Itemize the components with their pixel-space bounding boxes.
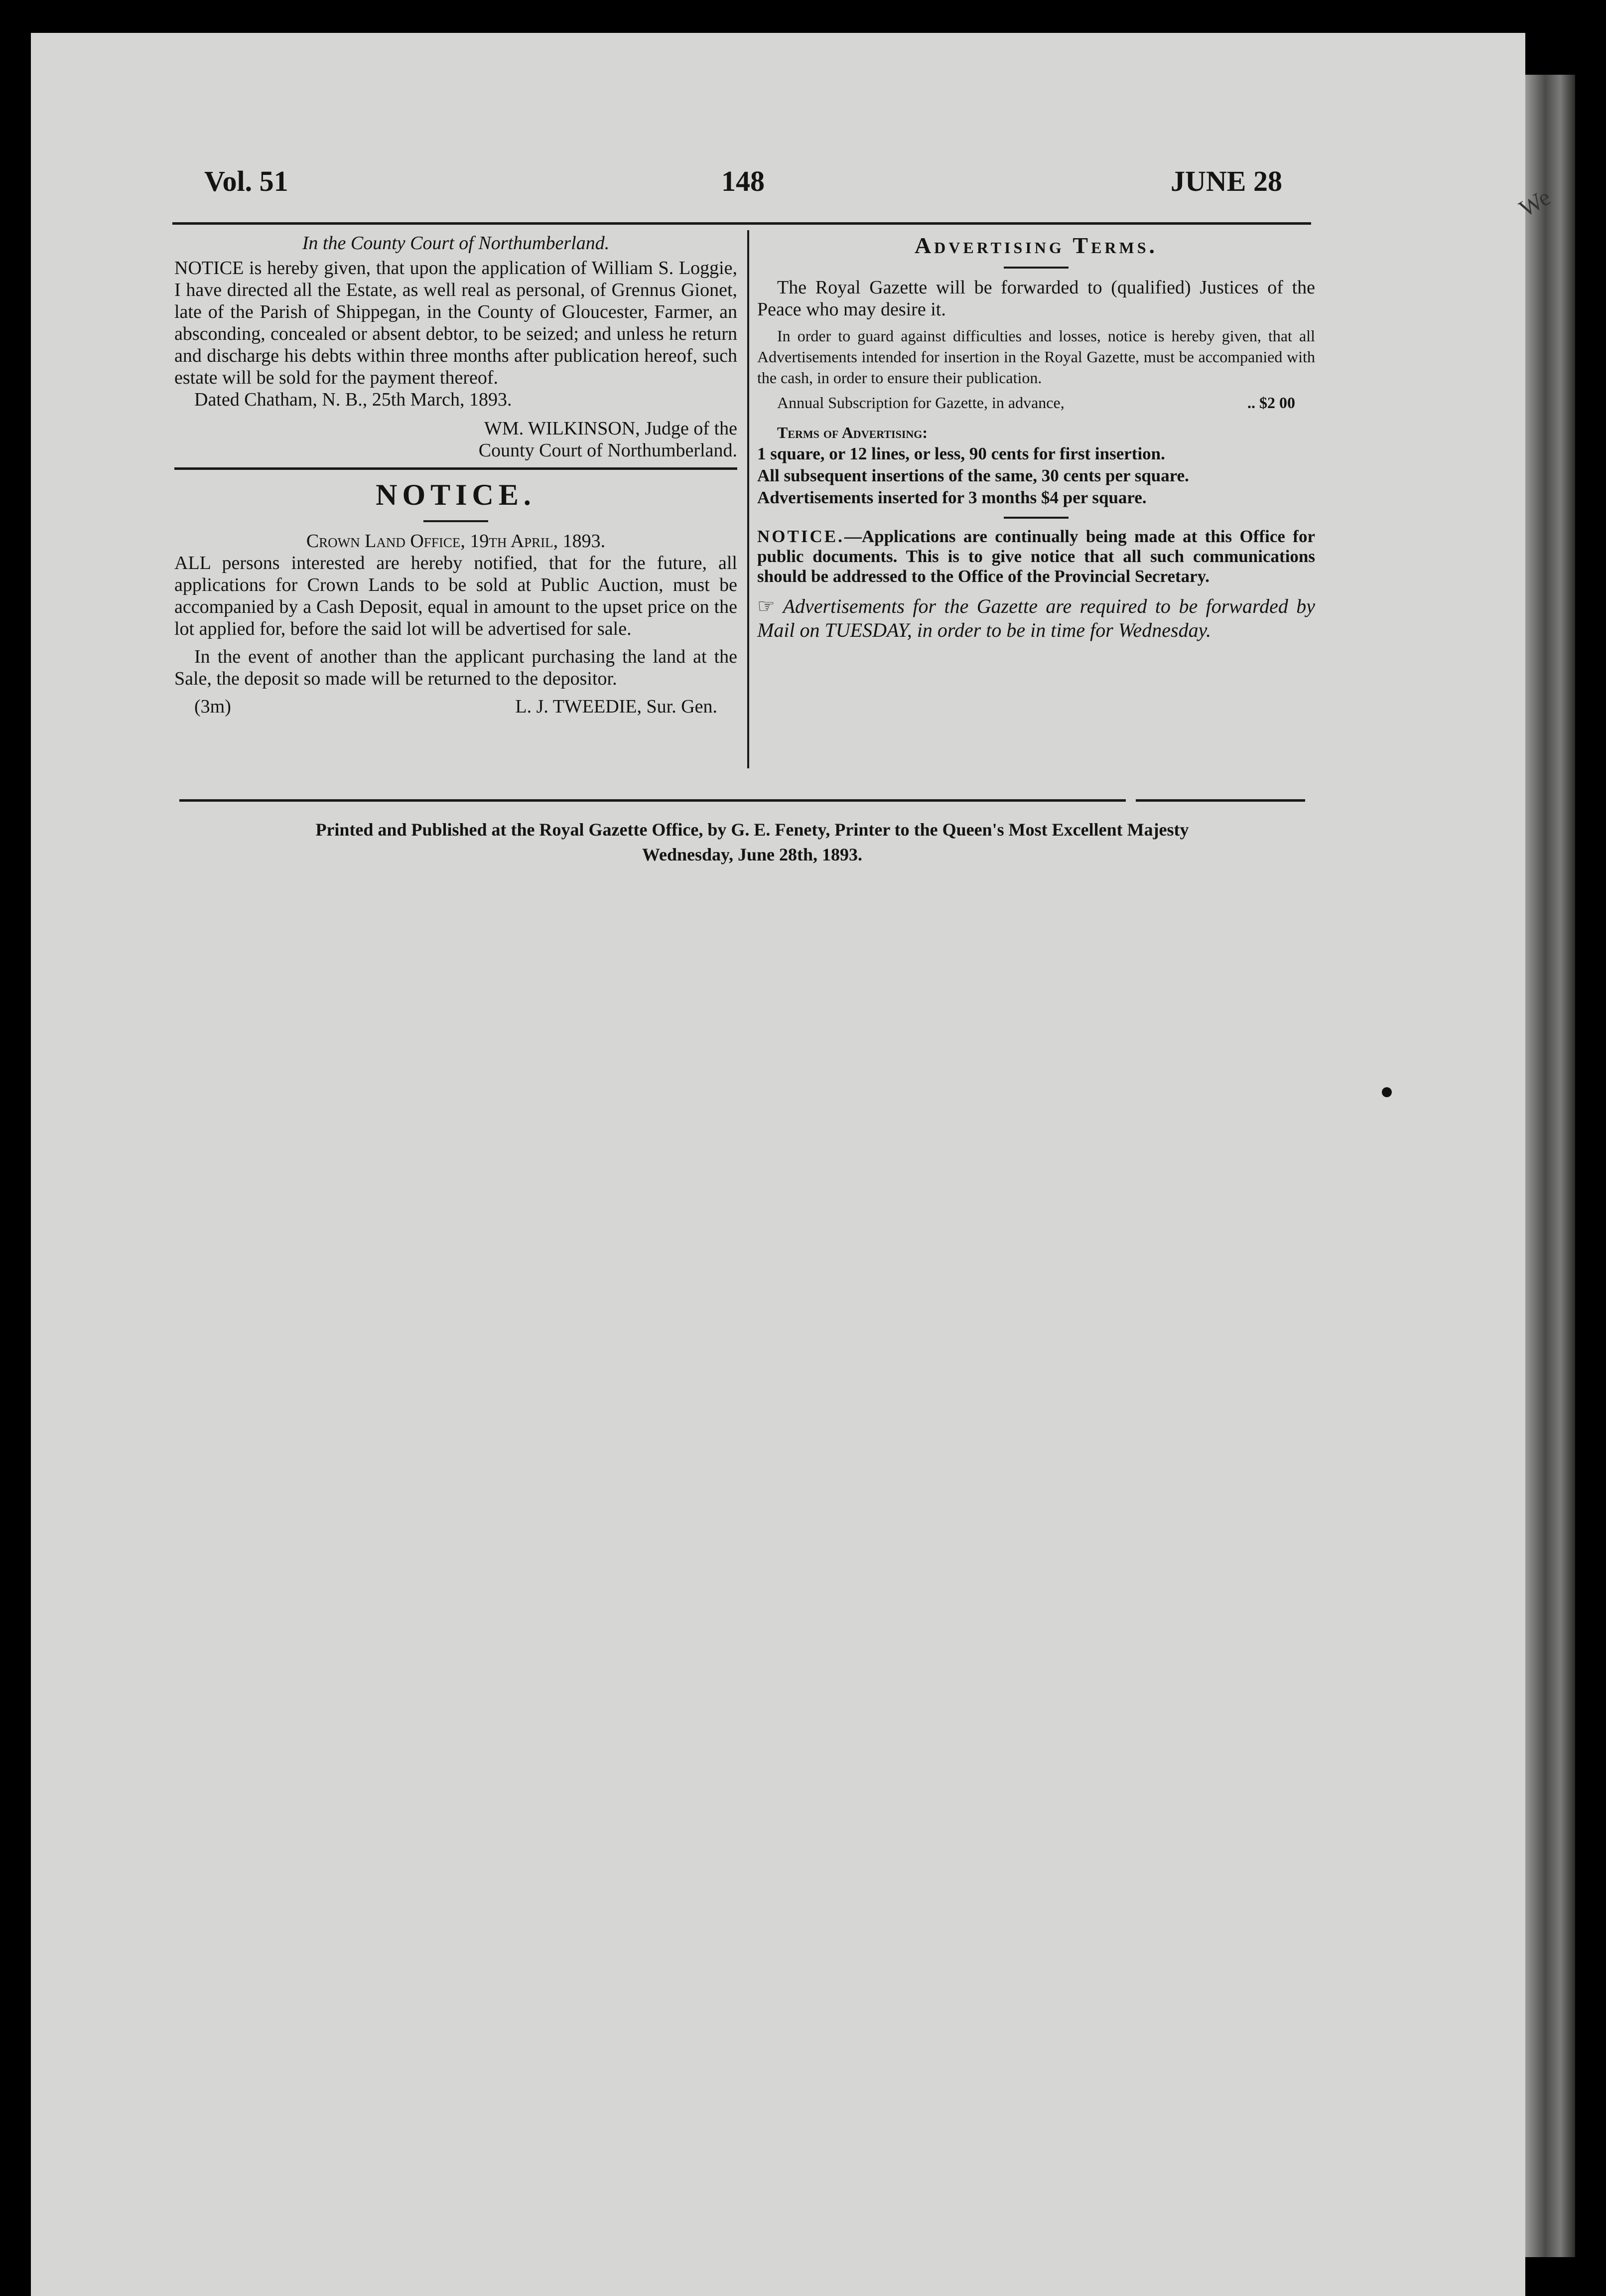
volume-number: Vol. 51 (204, 165, 288, 197)
terms-heading: Terms of Advertising: (777, 424, 928, 441)
court-heading: In the County Court of Northumberland. (302, 233, 610, 254)
issue-date: JUNE 28 (1171, 165, 1282, 197)
page-stack-edge (1525, 75, 1575, 2257)
pointing-hand-icon: ☞ (757, 595, 775, 617)
subscription-label: Annual Subscription for Gazette, in advance, (777, 394, 1065, 412)
imprint-line-1: Printed and Published at the Royal Gazette Office, by G. E. Fenety, Printer to the Queen's Most Excellent Majesty (315, 820, 1189, 840)
crown-land-office-line: Crown Land Office, 19th April, 1893. (306, 531, 606, 552)
notice-signature-row (174, 696, 737, 718)
page-number: 148 (721, 165, 765, 197)
terms-line-2: All subsequent insertions of the same, 30 cents per square. (757, 466, 1189, 485)
edge-text: We (1514, 183, 1555, 223)
adv-para-1: The Royal Gazette will be forwarded to (qualified) Justices of the Peace who may desire it. (757, 277, 1315, 320)
notice-title-rule (423, 520, 488, 522)
terms-line-1: 1 square, or 12 lines, or less, 90 cents for first insertion. (757, 444, 1165, 463)
office-notice (757, 527, 1315, 586)
adv-para-2: In order to guard against difficulties and losses, notice is hereby given, that all Advertisements intended for insertion in the Royal Gazette, must be accompanied with the cash, in order to ensure their publication. (757, 327, 1315, 387)
notice-signature: L. J. TWEEDIE, Sur. Gen. (515, 696, 717, 717)
advertising-terms-title: Advertising Terms. (914, 233, 1158, 258)
mail-notice-text: Advertisements for the Gazette are required to be forwarded by Mail on TUESDAY, in order to be in time for Wednesday. (757, 595, 1316, 641)
notice-paragraph-1: ALL persons interested are hereby notified, that for the future, all applications for Crown Lands to be sold at Public Auction, must be accompanied by a Cash Deposit, equal in amount to the upset price on the lot applied for, before the said lot will be advertised for sale. (174, 553, 737, 639)
court-signature-1: WM. WILKINSON, Judge of the (484, 418, 737, 439)
imprint-line-2: Wednesday, June 28th, 1893. (642, 845, 863, 864)
footer-rule-left (179, 799, 1126, 802)
adv-title-rule (1004, 267, 1069, 269)
subscription-price: .. $2 00 (1247, 394, 1295, 412)
ink-spot (1382, 1087, 1392, 1097)
footer-rule-right (1136, 799, 1305, 802)
terms-rule (1004, 517, 1069, 519)
office-notice-body: —Applications are continually being made at this Office for public documents. This is to give notice that all such communications should be addressed to the Office of the Provincial Secretary. (757, 527, 1315, 586)
imprint (179, 817, 1325, 867)
office-notice-label: NOTICE. (757, 527, 844, 546)
court-notice-body: NOTICE is hereby given, that upon the application of William S. Loggie, I have directed all the Estate, as well real as personal, of Grennus Gionet, late of the Parish of Shippegan, in the County of Gloucester, Farmer, an absconding, concealed or absent debtor, to be seized; and unless he return and discharge his debts within three months after publication hereof, such estate will be sold for the payment thereof. (174, 258, 737, 388)
terms-line-3: Advertisements inserted for 3 months $4 per square. (757, 488, 1147, 507)
court-dated: Dated Chatham, N. B., 25th March, 1893. (194, 389, 512, 410)
column-divider (747, 230, 749, 768)
section-rule (174, 467, 737, 470)
notice-duration: (3m) (194, 696, 231, 717)
notice-paragraph-2: In the event of another than the applicant purchasing the land at the Sale, the deposit so made will be returned to the depositor. (174, 646, 737, 689)
notice-title: NOTICE. (376, 478, 536, 511)
header-rule (172, 222, 1311, 225)
mail-notice (757, 594, 1315, 642)
right-column (757, 232, 1315, 642)
court-signature-2: County Court of Northumberland. (478, 440, 737, 461)
left-column (174, 232, 737, 718)
subscription-row (757, 392, 1315, 413)
